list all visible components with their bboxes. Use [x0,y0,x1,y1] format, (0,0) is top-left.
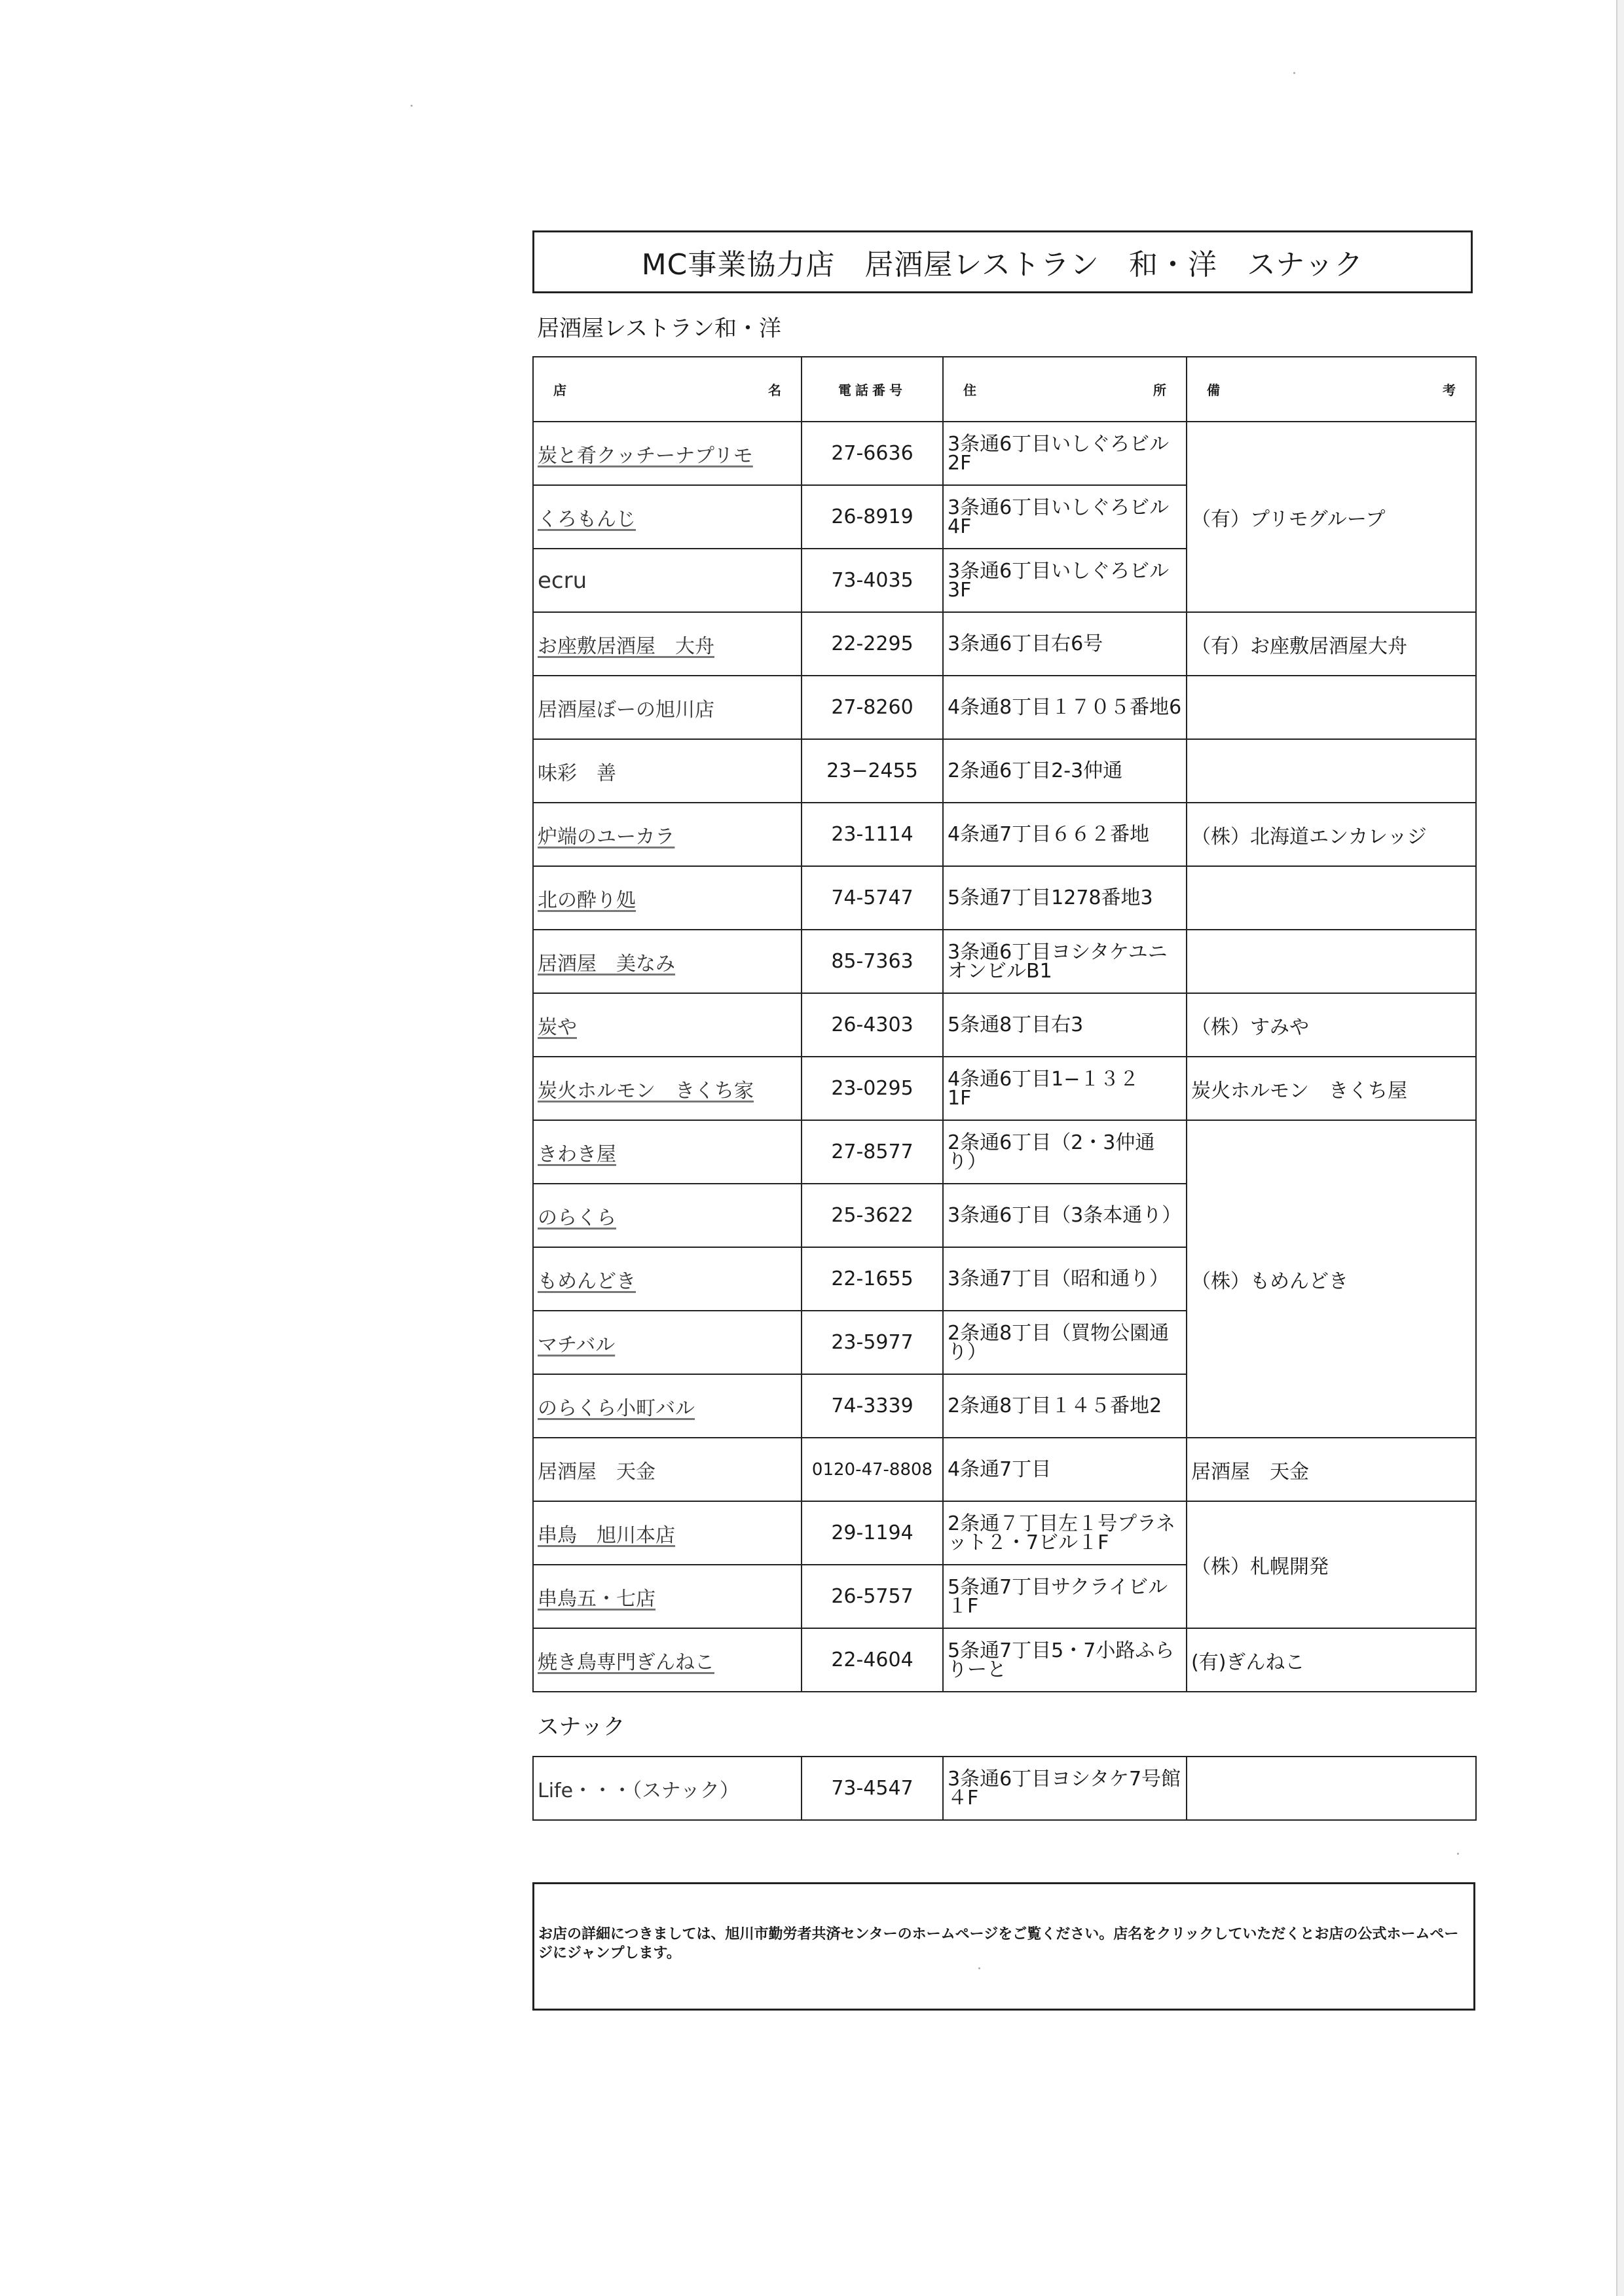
shop-link[interactable]: 炭や [538,1015,577,1039]
address-cell: 4条通6丁目1−１３２ 1F [943,1057,1187,1120]
shop-name-cell[interactable] [533,1374,802,1438]
note-cell: （株）札幌開発 [1187,1501,1476,1628]
izakaya-table [532,356,1477,1692]
tel-cell: 74-5747 [802,866,943,930]
note-cell [1187,930,1476,993]
shop-link[interactable]: 炭火ホルモン きくち家 [538,1079,754,1102]
shop-name-cell [533,1757,802,1820]
tel-cell: 0120-47-8808 [802,1438,943,1501]
shop-link[interactable]: 串鳥 旭川本店 [538,1523,675,1547]
address-cell: 2条通７丁目左１号プラネット２・7ビル１F [943,1501,1187,1565]
address-cell: 3条通7丁目（昭和通り） [943,1247,1187,1311]
shop-name-cell[interactable] [533,803,802,866]
shop-name-cell [533,676,802,739]
table-row [533,1628,1476,1692]
table-row [533,803,1476,866]
shop-name-cell [533,1438,802,1501]
shop-name-cell[interactable] [533,1057,802,1120]
tel-cell: 26-8919 [802,485,943,549]
shop-name: 居酒屋 天金 [538,1460,655,1484]
tel-cell: 25-3622 [802,1184,943,1247]
shop-name: ecru [538,567,587,594]
shop-link[interactable]: のらくら小町バル [538,1396,695,1420]
shop-link[interactable]: きわき屋 [538,1142,616,1166]
shop-name: 居酒屋ぼーの旭川店 [538,698,714,721]
page-edge [1616,0,1624,2296]
table-row [533,422,1476,485]
tel-cell: 23−2455 [802,739,943,803]
address-cell: 3条通6丁目ヨシタケ7号館４F [943,1757,1187,1820]
table-row [533,1501,1476,1565]
section-heading-snack: スナック [537,1714,625,1740]
tel-cell: 27-8577 [802,1120,943,1184]
shop-link[interactable]: 炭と肴クッチーナプリモ [538,444,753,467]
address-cell: 3条通6丁目（3条本通り） [943,1184,1187,1247]
note-cell: （有）お座敷居酒屋大舟 [1187,612,1476,676]
scan-speck [1457,1853,1459,1855]
note-cell: 炭火ホルモン きくち屋 [1187,1057,1476,1120]
shop-name-cell[interactable] [533,612,802,676]
tel-cell: 23-0295 [802,1057,943,1120]
table-row [533,1757,1476,1820]
tel-cell: 73-4035 [802,549,943,612]
shop-name-cell[interactable] [533,993,802,1057]
tel-cell: 23-1114 [802,803,943,866]
header-tel: 電話番号 [802,357,943,422]
shop-link[interactable]: お座敷居酒屋 大舟 [538,634,714,658]
address-cell: 5条通8丁目右3 [943,993,1187,1057]
table-row [533,612,1476,676]
tel-cell: 23-5977 [802,1311,943,1374]
shop-link[interactable]: 串鳥五・七店 [538,1587,655,1611]
tel-cell: 26-4303 [802,993,943,1057]
note-cell: （株）もめんどき [1187,1120,1476,1438]
table-row [533,739,1476,803]
shop-link[interactable]: マチバル [538,1333,616,1357]
address-cell: 3条通6丁目いしぐろビル2F [943,422,1187,485]
tel-cell: 73-4547 [802,1757,943,1820]
tel-cell: 26-5757 [802,1565,943,1628]
shop-link[interactable]: 焼き鳥専門ぎんねこ [538,1650,714,1674]
address-cell: 3条通6丁目いしぐろビル3F [943,549,1187,612]
shop-link[interactable]: 北の酔り処 [538,888,636,912]
shop-name-cell[interactable] [533,866,802,930]
tel-cell: 74-3339 [802,1374,943,1438]
tel-cell: 22-1655 [802,1247,943,1311]
scan-speck [411,105,413,107]
address-cell: 2条通8丁目（買物公園通り） [943,1311,1187,1374]
shop-name-cell[interactable] [533,1120,802,1184]
tel-cell: 85-7363 [802,930,943,993]
shop-name-cell[interactable] [533,1247,802,1311]
address-cell: 5条通7丁目サクライビル１F [943,1565,1187,1628]
note-cell [1187,1757,1476,1820]
table-row [533,1057,1476,1120]
note-cell: （有）プリモグループ [1187,422,1476,612]
note-cell [1187,739,1476,803]
section-heading-izakaya: 居酒屋レストラン和・洋 [537,316,781,342]
shop-name: Life・・・（スナック） [538,1779,739,1802]
header-note: 備 考 [1187,357,1476,422]
shop-link[interactable]: くろもんじ [538,507,636,531]
note-cell: （株）すみや [1187,993,1476,1057]
table-row [533,993,1476,1057]
shop-name-cell[interactable] [533,549,802,612]
table-row [533,676,1476,739]
address-cell: 3条通6丁目いしぐろビル4F [943,485,1187,549]
shop-link[interactable]: 居酒屋 美なみ [538,952,675,975]
table-row [533,866,1476,930]
shop-name-cell [533,739,802,803]
shop-name-cell[interactable] [533,1628,802,1692]
tel-cell: 22-2295 [802,612,943,676]
snack-table [532,1756,1477,1821]
shop-name-cell[interactable] [533,422,802,485]
shop-name-cell[interactable] [533,930,802,993]
tel-cell: 27-8260 [802,676,943,739]
address-cell: 4条通8丁目１７０５番地6 [943,676,1187,739]
address-cell: 2条通8丁目１４５番地2 [943,1374,1187,1438]
table-row [533,930,1476,993]
shop-link[interactable]: もめんどき [538,1269,636,1293]
tel-cell: 29-1194 [802,1501,943,1565]
scan-speck [1293,72,1295,74]
note-cell: (有)ぎんねこ [1187,1628,1476,1692]
shop-name-cell[interactable] [533,485,802,549]
shop-name-cell[interactable] [533,1184,802,1247]
tel-cell: 27-6636 [802,422,943,485]
shop-link[interactable]: 炉端のユーカラ [538,825,675,848]
address-cell: 3条通6丁目ヨシタケユニオンビルB1 [943,930,1187,993]
table-row [533,1120,1476,1184]
tel-cell: 22-4604 [802,1628,943,1692]
header-address: 住 所 [943,357,1187,422]
footer-notice [532,1882,1475,2011]
shop-link[interactable]: のらくら [538,1206,616,1230]
note-cell: （株）北海道エンカレッジ [1187,803,1476,866]
footer-text: お店の詳細につきましては、旭川市勤労者共済センターのホームページをご覧ください。店名をクリックしていただくとお店の公式ホームページにジャンプします。 [538,1926,1459,1961]
address-cell: 4条通7丁目 [943,1438,1187,1501]
note-cell [1187,676,1476,739]
shop-name: 味彩 善 [538,761,616,785]
address-cell: 2条通6丁目（2・3仲通り） [943,1120,1187,1184]
shop-name-cell[interactable] [533,1501,802,1565]
note-cell: 居酒屋 天金 [1187,1438,1476,1501]
table-row [533,1438,1476,1501]
note-cell [1187,866,1476,930]
shop-name-cell[interactable] [533,1311,802,1374]
address-cell: 4条通7丁目６６２番地 [943,803,1187,866]
address-cell: 3条通6丁目右6号 [943,612,1187,676]
table-header-row [533,357,1476,422]
address-cell: 5条通7丁目1278番地3 [943,866,1187,930]
address-cell: 5条通7丁目5・7小路ふらりーと [943,1628,1187,1692]
address-cell: 2条通6丁目2-3仲通 [943,739,1187,803]
shop-name-cell[interactable] [533,1565,802,1628]
page-title: MC事業協力店 居酒屋レストラン 和・洋 スナック [532,230,1473,293]
header-name: 店 名 [533,357,802,422]
